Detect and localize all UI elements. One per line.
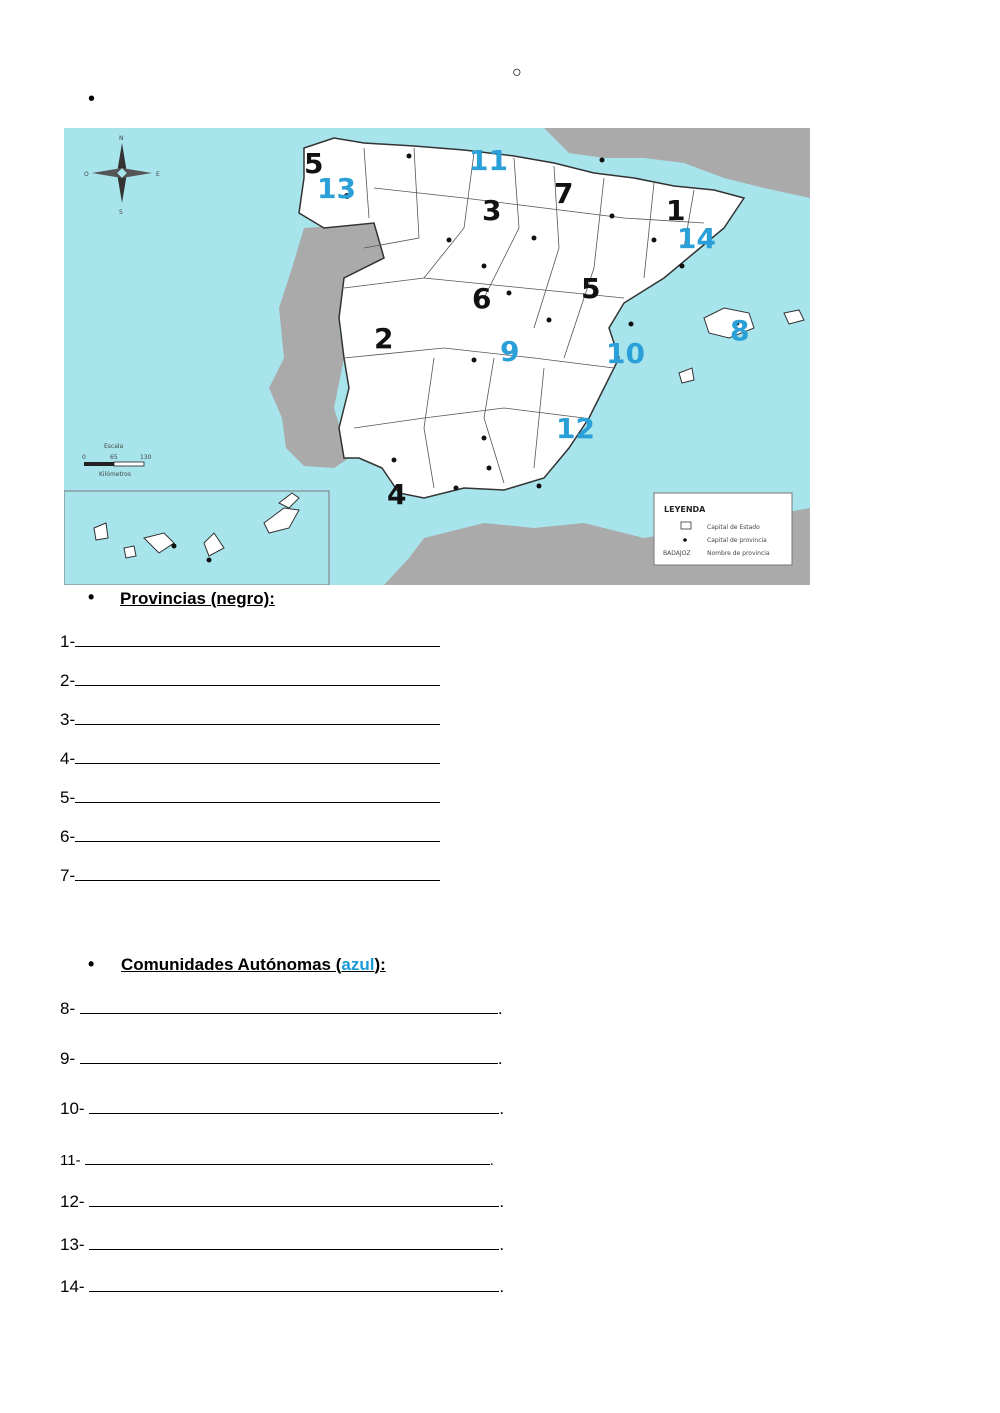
svg-text:S: S: [119, 209, 123, 216]
svg-text:Escala: Escala: [104, 443, 124, 450]
svg-text:BADAJOZ: BADAJOZ: [663, 550, 691, 557]
answer-line-1[interactable]: 1-: [60, 630, 440, 652]
answer-line-3[interactable]: 3-: [60, 708, 440, 730]
map-label-blue: 11: [469, 144, 508, 177]
map-label-black: 2: [374, 322, 394, 355]
map-label-black: 1: [666, 194, 686, 227]
svg-text:N: N: [119, 135, 124, 142]
answer-line-10[interactable]: 10- .: [60, 1099, 505, 1118]
map-label-black: 3: [482, 194, 502, 227]
answer-line-12[interactable]: 12- .: [60, 1192, 505, 1211]
svg-text:LEYENDA: LEYENDA: [664, 505, 706, 514]
map-label-blue: 13: [317, 172, 356, 205]
circle-bullet: ○: [512, 64, 522, 81]
map-label-blue: 8: [730, 314, 750, 347]
svg-text:Kilómetros: Kilómetros: [99, 471, 131, 478]
svg-text:O: O: [84, 171, 89, 178]
map-label-blue: 12: [556, 412, 595, 445]
section-heading-provincias: Provincias (negro):: [120, 589, 275, 608]
answer-line-6[interactable]: 6-: [60, 825, 440, 847]
svg-text:65: 65: [110, 454, 118, 461]
svg-text:Nombre de provincia: Nombre de provincia: [707, 550, 770, 557]
map-legend: [654, 493, 792, 565]
answer-line-8[interactable]: 8- .: [60, 999, 503, 1018]
map-label-black: 7: [554, 177, 574, 210]
svg-text:E: E: [156, 171, 160, 178]
svg-text:130: 130: [140, 454, 152, 461]
map-label-black: 4: [387, 478, 407, 511]
bullet: •: [88, 954, 95, 974]
answer-line-14[interactable]: 14- .: [60, 1277, 505, 1296]
svg-text:0: 0: [82, 454, 86, 461]
map-label-black: 5: [581, 272, 601, 305]
answer-line-5[interactable]: 5-: [60, 786, 440, 808]
bullet: •: [88, 587, 95, 607]
map-label-blue: 14: [677, 222, 716, 255]
map-label-black: 6: [472, 282, 492, 315]
svg-text:Capital de provincia: Capital de provincia: [707, 537, 767, 544]
answer-line-4[interactable]: 4-: [60, 747, 440, 769]
answer-line-7[interactable]: 7-: [60, 864, 440, 886]
svg-text:Capital de Estado: Capital de Estado: [707, 524, 760, 531]
map-label-black: 5: [304, 147, 324, 180]
map-label-blue: 10: [606, 337, 645, 370]
answer-line-2[interactable]: 2-: [60, 669, 440, 691]
answer-line-11[interactable]: 11- .: [60, 1148, 494, 1169]
spain-map: [64, 128, 810, 585]
dot-bullet: •: [88, 88, 96, 110]
map-label-blue: 9: [500, 335, 520, 368]
answer-line-13[interactable]: 13- .: [60, 1235, 505, 1254]
answer-line-9[interactable]: 9- .: [60, 1049, 503, 1068]
section-heading-comunidades: Comunidades Autónomas (azul):: [121, 955, 386, 974]
